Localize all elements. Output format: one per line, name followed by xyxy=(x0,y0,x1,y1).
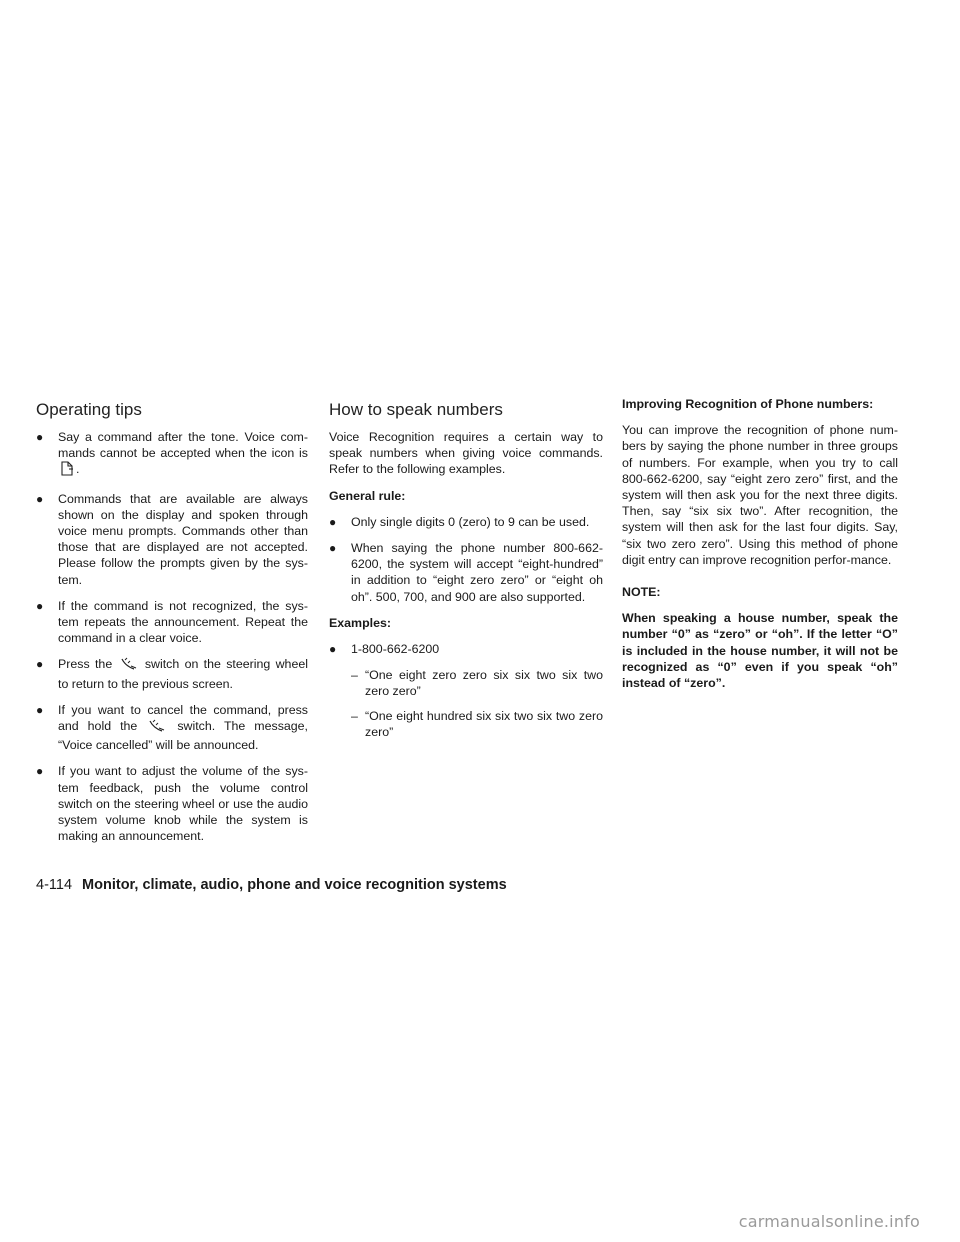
paragraph-note: When speaking a house number, speak the number “0” as “zero” or “oh”. If the letter “O” is included in the house number, it will not be recognized as “0” even if you speak “oh” instead of “zero”. xyxy=(622,611,898,691)
bullet-icon: ● xyxy=(329,541,337,556)
page-number: 4-114 xyxy=(36,877,73,893)
talk-switch-icon xyxy=(148,719,166,737)
example-sublist xyxy=(351,667,603,740)
bullet-icon: ● xyxy=(36,702,44,717)
talk-switch-icon xyxy=(120,657,138,675)
dash-marker: – xyxy=(351,668,358,683)
general-rule-list xyxy=(329,514,603,605)
list-item: ● Press the switch on the steering wheel to return to the previous screen. xyxy=(36,657,308,691)
section-title-speak-numbers: How to speak numbers xyxy=(329,400,503,419)
list-item: ● If you want to cancel the command, press and hold the switch. The message, “Voice cancelled” will be announced. xyxy=(36,702,308,753)
page-footer xyxy=(36,877,507,893)
column-speak-numbers xyxy=(329,400,603,748)
microphone-off-icon xyxy=(60,461,74,480)
label-general-rule: General rule: xyxy=(329,488,406,503)
list-item: ● If you want to adjust the volume of the sys-tem feedback, push the volume control switch on the steering wheel or use the audio system volume knob while the system is making an announcement. xyxy=(36,764,308,844)
list-item: ● Only single digits 0 (zero) to 9 can be used. xyxy=(329,514,590,529)
bullet-icon: ● xyxy=(36,430,44,444)
bullet-icon: ● xyxy=(329,642,337,657)
paragraph-intro: Voice Recognition requires a certain way to speak numbers when giving voice commands. Refer to the following examples. xyxy=(329,430,603,477)
bullet-icon: ● xyxy=(36,491,44,506)
watermark: carmanualsonline.info xyxy=(738,1212,920,1231)
column-operating-tips xyxy=(36,400,308,854)
list-item: ● Say a command after the tone. Voice com-mands cannot be accepted when the icon is . xyxy=(36,429,308,481)
bullet-icon: ● xyxy=(36,764,44,779)
list-item: ● Commands that are available are always shown on the display and spoken through voice menu prompts. Commands other than those that are displayed are not accepted. Please follow the prompts given by the sys-tem. xyxy=(36,491,308,587)
chapter-title: Monitor, climate, audio, phone and voice recognition systems xyxy=(82,877,507,893)
list-item: – “One eight hundred six six two six two zero zero” xyxy=(351,708,603,739)
bullet-icon: ● xyxy=(329,514,337,529)
examples-list xyxy=(329,641,603,657)
list-item: ● If the command is not recognized, the sys-tem repeats the announcement. Repeat the command in a clear voice. xyxy=(36,598,308,646)
bullet-icon: ● xyxy=(36,598,44,613)
section-title-operating-tips: Operating tips xyxy=(36,400,142,419)
list-item: ● 1-800-662-6200 xyxy=(329,642,440,657)
label-examples: Examples: xyxy=(329,615,391,630)
label-note: NOTE: xyxy=(622,585,661,600)
bullet-icon: ● xyxy=(36,657,44,672)
operating-tips-list xyxy=(36,429,308,844)
list-item: – “One eight zero zero six six two six two zero zero” xyxy=(351,668,603,699)
paragraph-improving: You can improve the recognition of phone num-bers by saying the phone number in three groups of numbers. For example, when you try to call 800-662-6200, say “eight zero zero” first, and the system will then ask you for the next three digits. Then, say “six six two”. After recognition, the system will then ask for the last four digits. Say, “six two zero zero”. Using this method of phone digit entry can improve recognition perfor-mance. xyxy=(622,423,898,567)
list-item: ● When saying the phone number 800-662-6200, the system will accept “eight-hundred” in addition to “eight zero zero” or “eight oh oh”. 500, 700, and 900 are also supported. xyxy=(329,541,603,604)
section-title-improving: Improving Recognition of Phone numbers: xyxy=(622,397,874,411)
dash-marker: – xyxy=(351,708,358,723)
column-improving-recognition xyxy=(622,397,898,701)
